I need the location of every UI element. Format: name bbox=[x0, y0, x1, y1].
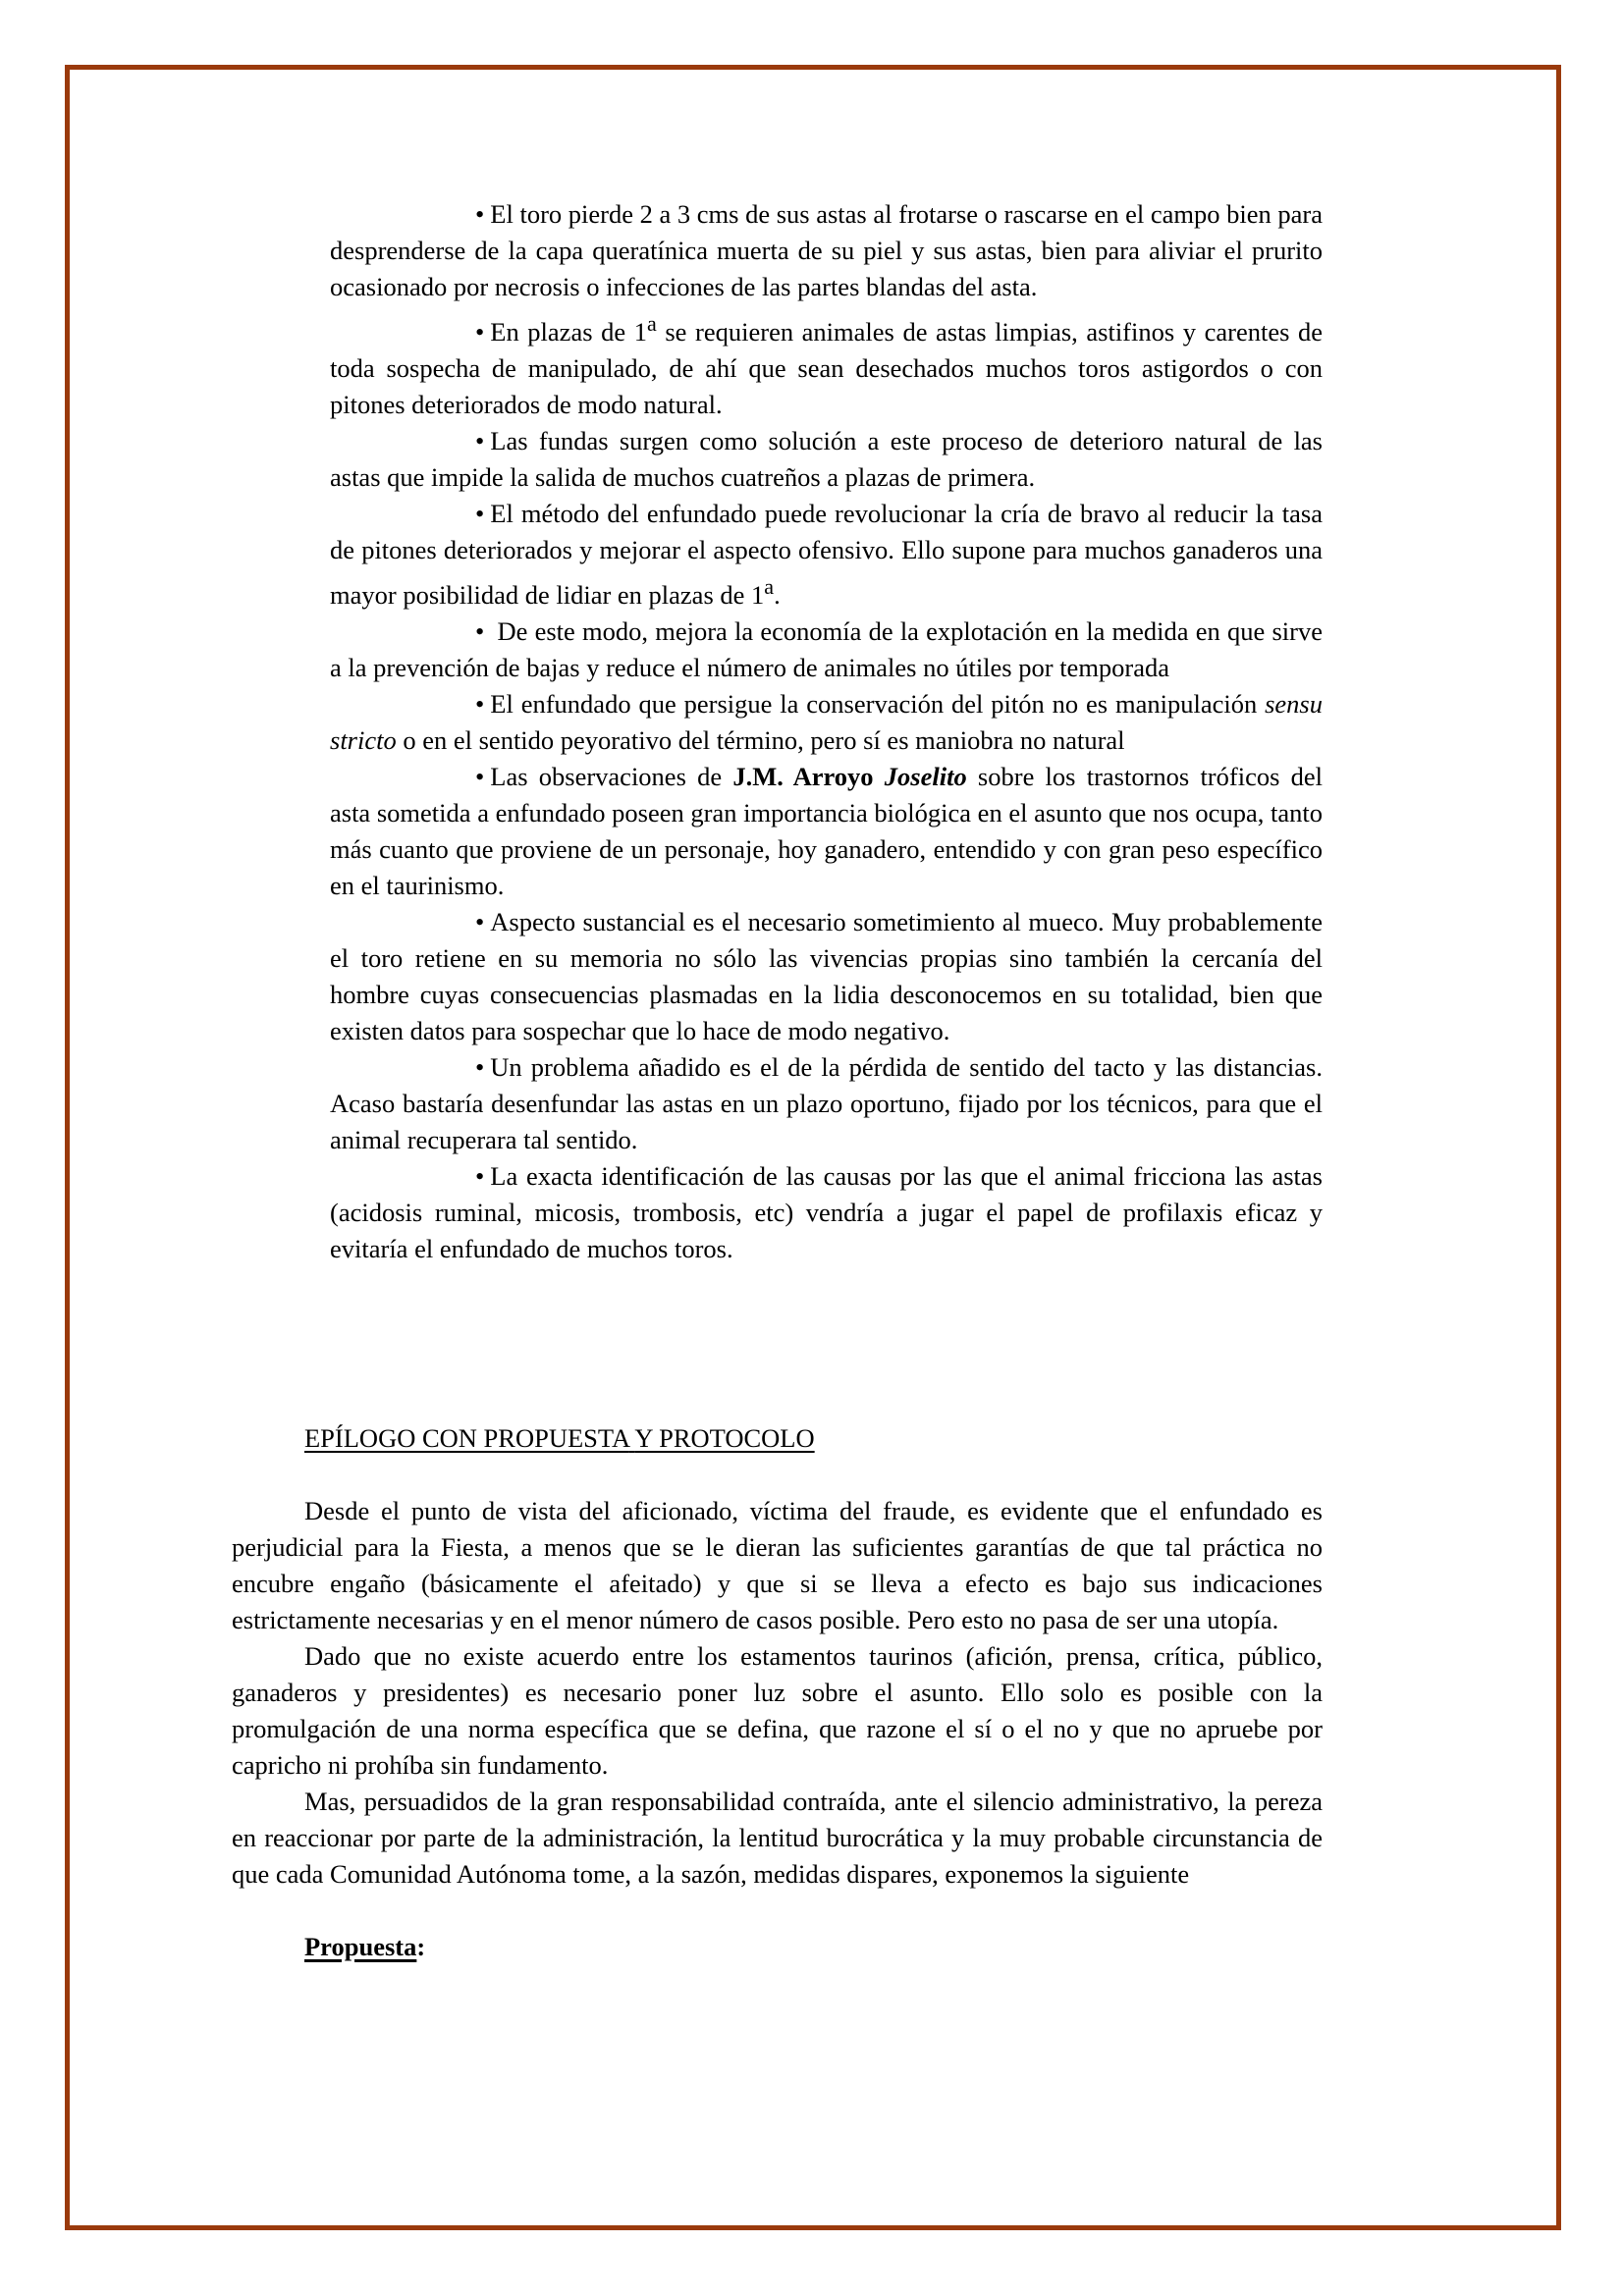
bullet-text: se requieren animales de astas limpias, astifinos y carentes de toda sospecha de manipulado, de ahí que sean desechados muchos toros astigordos o con pitones deteriorados de modo natural. bbox=[330, 316, 1324, 419]
bullet-icon: • bbox=[475, 199, 485, 229]
propuesta-colon: : bbox=[416, 1932, 426, 1961]
section-heading bbox=[304, 1420, 1323, 1457]
bullet-item bbox=[330, 904, 1323, 1049]
ordinal-superscript: a bbox=[646, 311, 657, 336]
heading-part: EPÍLOGO CON PROPUESTA bbox=[304, 1423, 629, 1453]
bullet-item bbox=[330, 686, 1323, 759]
bullet-icon: • bbox=[475, 1051, 485, 1082]
bullet-list bbox=[330, 196, 1323, 1267]
bullet-text: . bbox=[774, 579, 781, 610]
bullet-text: sobre los trastornos tróficos del asta sometida a enfundado poseen gran importancia biológica en el asunto que nos ocupa, tanto más cuanto que proviene de un personaje, hoy ganadero, entendido y con gran peso específico en el taurinismo. bbox=[330, 761, 1323, 900]
author-name: J.M. Arroyo bbox=[732, 761, 885, 791]
bullet-icon: • bbox=[475, 498, 485, 528]
bullet-text: De este modo, mejora la economía de la explotación en la medida en que sirve a la prevención de bajas y reduce el número de animales no útiles por temporada bbox=[330, 615, 1323, 682]
bullet-item bbox=[330, 196, 1323, 305]
bullet-text: o en el sentido peyorativo del término, pero sí es maniobra no natural bbox=[396, 724, 1125, 755]
bullet-text: El enfundado que persigue la conservación del pitón no es manipulación bbox=[490, 688, 1266, 719]
bullet-text: Las fundas surgen como solución a este proceso de deterioro natural de las astas que impide la salida de muchos cuatreños a plazas de primera. bbox=[330, 425, 1323, 492]
heading-part: Y PROTOCOLO bbox=[634, 1423, 815, 1453]
bullet-icon: • bbox=[475, 316, 485, 347]
bullet-icon: • bbox=[475, 906, 485, 936]
propuesta-heading bbox=[304, 1929, 1323, 1965]
bullet-text: Aspecto sustancial es el necesario sometimiento al mueco. Muy probablemente el toro retiene en su memoria no sólo las vivencias propias sino también la cercanía del hombre cuyas consecuencias plasmadas en la lidia desconocemos en su totalidad, bien que existen datos para sospechar que lo hace de modo negativo. bbox=[330, 906, 1323, 1045]
bullet-text: La exacta identificación de las causas por las que el animal fricciona las astas (acidosis ruminal, micosis, trombosis, etc) vendría a jugar el papel de profilaxis eficaz y evitaría el enfundado de muchos toros. bbox=[330, 1160, 1323, 1263]
bullet-item bbox=[330, 614, 1323, 686]
epilogue-section bbox=[232, 1420, 1323, 1965]
latin-term: sensu stricto bbox=[330, 688, 1323, 755]
bullet-item bbox=[330, 423, 1323, 496]
bullet-text: Un problema añadido es el de la pérdida de sentido del tacto y las distancias. Acaso bastaría desenfundar las astas en un plazo oportuno, fijado por los técnicos, para que el animal recuperara tal sentido. bbox=[330, 1051, 1323, 1154]
paragraph: Desde el punto de vista del aficionado, víctima del fraude, es evidente que el enfundado es perjudicial para la Fiesta, a menos que se le dieran las suficientes garantías de que tal práctica no encubre engaño (básicamente el afeitado) y que si se lleva a efecto es bajo sus indicaciones estrictamente necesarias y en el menor número de casos posible. Pero esto no pasa de ser una utopía. bbox=[232, 1496, 1323, 1634]
propuesta-label: Propuesta bbox=[304, 1932, 417, 1961]
bullet-icon: • bbox=[475, 688, 485, 719]
ordinal-superscript: a bbox=[764, 573, 775, 599]
bullet-item bbox=[330, 1158, 1323, 1267]
bullet-icon: • bbox=[475, 761, 485, 791]
bullet-icon: • bbox=[475, 1160, 485, 1191]
bullet-text: En plazas de 1 bbox=[490, 316, 647, 347]
bullet-item bbox=[330, 305, 1323, 423]
author-nickname: Joselito bbox=[884, 761, 967, 791]
bullet-item bbox=[330, 1049, 1323, 1158]
bullet-text: Las observaciones de bbox=[490, 761, 733, 791]
bullet-item bbox=[330, 759, 1323, 904]
bullet-icon: • bbox=[475, 615, 485, 646]
paragraph: Mas, persuadidos de la gran responsabilidad contraída, ante el silencio administrativo, la pereza en reaccionar por parte de la administración, la lentitud burocrática y la muy probable circunstancia de que cada Comunidad Autónoma tome, a la sazón, medidas dispares, exponemos la siguiente bbox=[232, 1787, 1323, 1889]
bullet-icon: • bbox=[475, 425, 485, 455]
bullet-text: El toro pierde 2 a 3 cms de sus astas al frotarse o rascarse en el campo bien para desprenderse de la capa queratínica muerta de su piel y sus astas, bien para aliviar el prurito ocasionado por necrosis o infecciones de las partes blandas del asta. bbox=[330, 199, 1323, 301]
paragraph: Dado que no existe acuerdo entre los estamentos taurinos (afición, prensa, crítica, público, ganaderos y presidentes) es necesario poner luz sobre el asunto. Ello solo es posible con la promulgación de una norma específica que se defina, que razone el sí o el no y que no apruebe por capricho ni prohíba sin fundamento. bbox=[232, 1641, 1323, 1780]
bullet-text: El método del enfundado puede revolucionar la cría de bravo al reducir la tasa de pitones deteriorados y mejorar el aspecto ofensivo. Ello supone para muchos ganaderos una mayor posibilidad de lidiar en plazas de 1 bbox=[330, 498, 1323, 610]
bullet-item bbox=[330, 496, 1323, 614]
